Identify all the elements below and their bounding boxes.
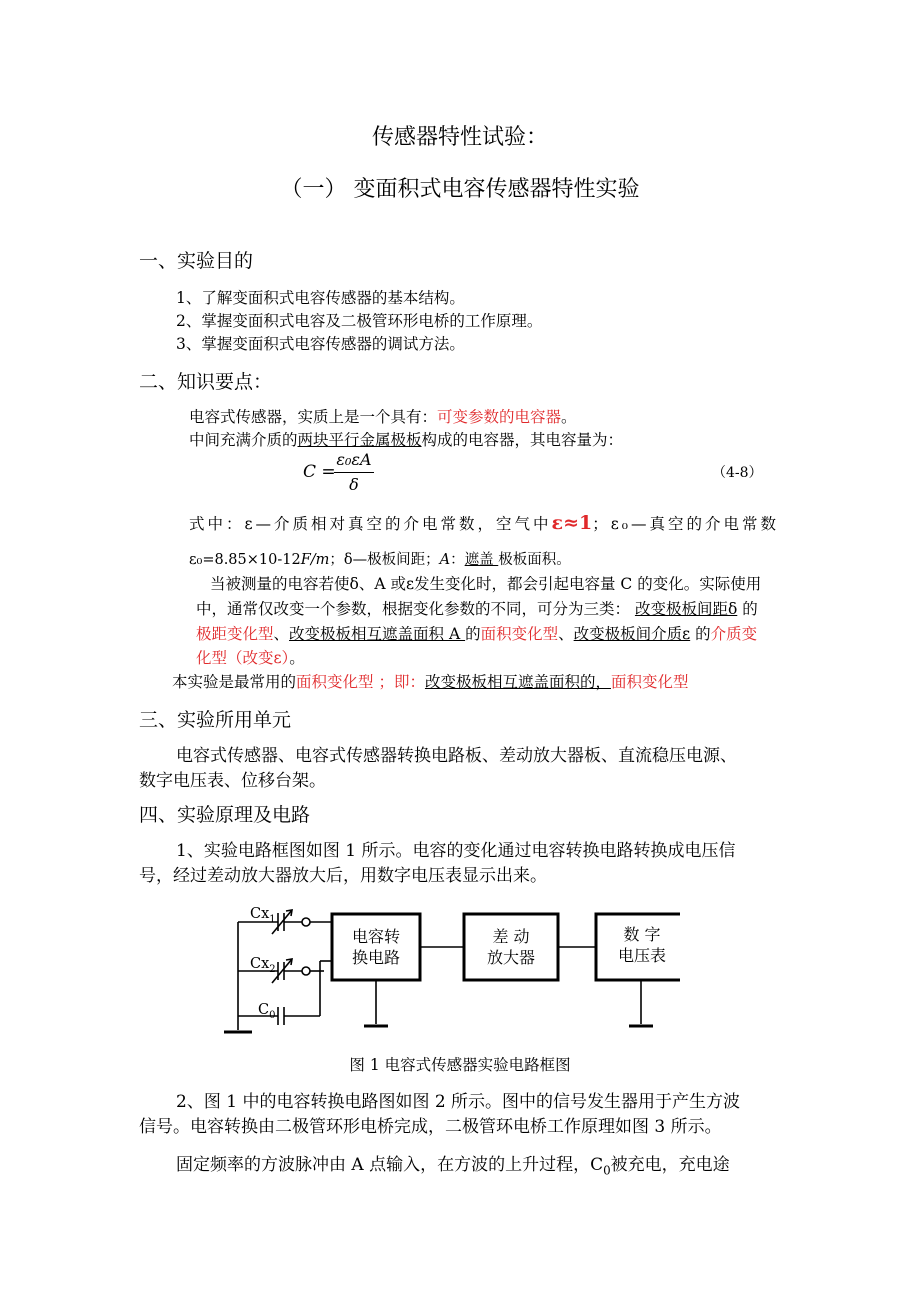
- units-line-2: 数字电压表、位移台架。: [139, 771, 326, 791]
- objective-item-1: 1、了解变面积式电容传感器的基本结构。: [176, 289, 465, 307]
- text-span: ；δ—极板间距；: [329, 552, 440, 568]
- principle-para-2-line-2: 信号。电容转换由二极管环形电桥完成，二极管环电桥工作原理如图 3 所示。: [139, 1117, 722, 1137]
- text-span: 固定频率的方波脉冲由 A 点输入，在方波的上升过程，C: [176, 1155, 604, 1175]
- text-span: 。: [289, 649, 305, 667]
- underline-dielectric-change: 改变极板间介质ε: [573, 625, 691, 643]
- text-span: 极板面积。: [498, 552, 571, 568]
- principle-para-1-line-2: 号，经过差动放大器放大后，用数字电压表显示出来。: [139, 866, 547, 886]
- principle-para-3: [176, 1150, 730, 1177]
- text-span: 、: [273, 625, 290, 643]
- text-span: 电容式传感器，实质上是一个具有：: [189, 408, 438, 426]
- box-converter-line-2: 换电路: [351, 948, 401, 967]
- formula-fraction-bar: [334, 472, 374, 473]
- text-span: 的: [737, 600, 758, 618]
- page-subtitle: （一） 变面积式电容传感器特性实验: [280, 177, 640, 202]
- text-span: 本实验是最常用的: [172, 673, 297, 691]
- underline-gap-change: 改变极板间距δ: [634, 600, 738, 618]
- label-cx2-sub: 2: [269, 964, 276, 975]
- page-title: 传感器特性试验：: [371, 125, 548, 150]
- svg-text:Cx2: [250, 956, 276, 975]
- section-heading-objectives: 一、实验目的: [139, 250, 254, 272]
- label-cx1-sub: 1: [269, 914, 276, 925]
- highlight-variable-capacitor: 可变参数的电容器: [437, 408, 562, 426]
- paragraph-line-1: 当被测量的电容若使δ、A 或ε发生变化时，都会引起电容量 C 的变化。实际使用: [210, 575, 762, 593]
- figure-1-block-diagram: [220, 898, 680, 1043]
- symbol-a: A: [439, 552, 451, 568]
- objective-item-3: 3、掌握变面积式电容传感器的调试方法。: [176, 335, 465, 353]
- text-span: ：: [450, 552, 465, 568]
- label-cx2: Cx: [250, 956, 270, 972]
- section-heading-principle: 四、实验原理及电路: [139, 804, 311, 826]
- text-span: 构成的电容器，其电容量为：: [421, 431, 624, 449]
- text-span: 、: [558, 625, 574, 643]
- section-heading-knowledge: 二、知识要点：: [139, 371, 273, 393]
- highlight-epsilon-approx: ε≈1: [551, 512, 593, 534]
- paragraph-line-2: [196, 597, 758, 619]
- label-c0-sub: 0: [269, 1010, 276, 1021]
- text-span: 的: [690, 625, 711, 643]
- formula-number: （4-8）: [712, 465, 763, 481]
- highlight-dielectric-type-cont: 化型（改变ε）: [196, 649, 290, 667]
- box-voltmeter-line-1: 数 字: [623, 925, 661, 944]
- text-span: 中，通常仅改变一个参数，根据变化参数的不同，可分为三类：: [196, 600, 635, 618]
- knowledge-line-1: [189, 405, 577, 427]
- highlight-gap-type: 极距变化型: [196, 625, 274, 643]
- principle-para-1-line-1: 1、实验电路框图如图 1 所示。电容的变化通过电容转换电路转换成电压信: [176, 841, 736, 861]
- experiment-note: [172, 670, 688, 692]
- text-span: ；ε₀—真空的介电常数: [592, 515, 779, 533]
- section-heading-units: 三、实验所用单元: [139, 709, 292, 731]
- formula-lhs: C =: [303, 462, 336, 482]
- underline-area-note: 改变极板相互遮盖面积的，: [424, 673, 611, 691]
- unit-farad-per-meter: F/m: [300, 552, 330, 568]
- text-span: 中间充满介质的: [189, 431, 298, 449]
- text-span: 。: [561, 408, 577, 426]
- objective-item-2: 2、掌握变面积式电容及二极管环形电桥的工作原理。: [176, 312, 543, 330]
- formula-denominator: δ: [349, 475, 359, 494]
- text-span: 式中：ε—介质相对真空的介电常数，空气中: [189, 515, 552, 533]
- text-span: 被充电，充电途: [610, 1155, 730, 1175]
- definition-line-2: [189, 548, 571, 569]
- underline-parallel-plates: 两块平行金属极板: [297, 431, 422, 449]
- figure-1-caption: 图 1 电容式传感器实验电路框图: [349, 1056, 571, 1074]
- paragraph-line-4: [196, 646, 305, 668]
- label-cx1: Cx: [250, 906, 270, 922]
- formula-numerator: ε₀εA: [336, 450, 372, 469]
- underline-cover: 遮盖: [464, 552, 499, 568]
- subscript-0: 0: [603, 1163, 611, 1178]
- box-amplifier-line-2: 放大器: [486, 948, 536, 967]
- box-amplifier-line-1: 差 动: [492, 927, 530, 946]
- svg-text:C0: [258, 1002, 275, 1021]
- label-c0: C: [258, 1002, 270, 1018]
- text-span: ε₀=8.85×10-12: [189, 552, 301, 568]
- paragraph-line-3: [196, 622, 757, 644]
- box-converter-line-1: 电容转: [351, 927, 401, 946]
- highlight-dielectric-type: 介质变: [710, 625, 758, 643]
- underline-area-change: 改变极板相互遮盖面积 A: [289, 625, 466, 643]
- units-line-1: 电容式传感器、电容式传感器转换电路板、差动放大器板、直流稳压电源、: [176, 746, 737, 766]
- highlight-area-type-note-2: 面积变化型: [610, 673, 689, 691]
- knowledge-line-2: [189, 428, 623, 450]
- text-span: 的: [465, 625, 481, 643]
- highlight-area-type-note: 面积变化型 ；即：: [296, 673, 425, 691]
- definition-line-1: [189, 512, 779, 534]
- box-voltmeter-line-2: 电压表: [617, 946, 667, 965]
- highlight-area-type: 面积变化型: [480, 625, 559, 643]
- principle-para-2-line-1: 2、图 1 中的电容转换电路图如图 2 所示。图中的信号发生器用于产生方波: [176, 1092, 741, 1112]
